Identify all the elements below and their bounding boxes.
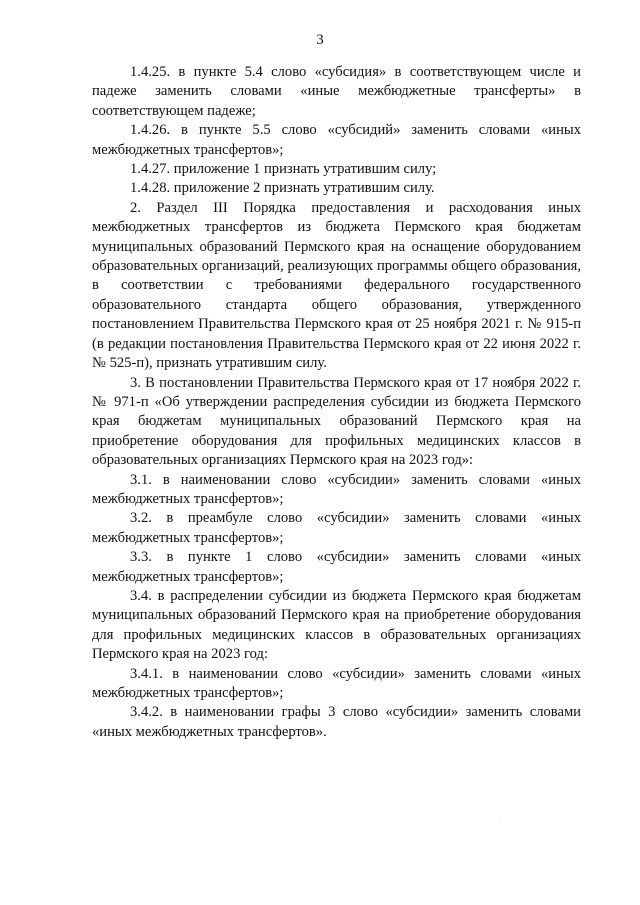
paragraph-3-1: 3.1. в наименовании слово «субсидии» заменить словами «иных межбюджетных трансфертов»; <box>92 471 581 507</box>
paragraph-1-4-25: 1.4.25. в пункте 5.4 слово «субсидия» в соответствующем числе и падеже заменить словами «иные межбюджетные трансферты» в соответствующем падеже; <box>92 64 581 119</box>
paragraph-3-4-1: 3.4.1. в наименовании слово «субсидии» заменить словами «иных межбюджетных трансфертов»; <box>92 665 581 701</box>
paragraph-3-4: 3.4. в распределении субсидии из бюджета Пермского края бюджетам муниципальных образований Пермского края на приобретение оборудования для профильных медицинских классов в образовательных организациях Пермского края на 2023 год: <box>92 587 581 663</box>
paragraph-3-4-2: 3.4.2. в наименовании графы 3 слово «субсидии» заменить словами «иных межбюджетных трансфертов». <box>92 704 581 740</box>
document-body <box>92 63 581 742</box>
page-number: 3 <box>316 32 324 48</box>
scan-speck <box>500 821 501 822</box>
paragraph-2: 2. Раздел III Порядка предоставления и расходования иных межбюджетных трансфертов из бюджета Пермского края бюджетам муниципальных образований Пермского края на оснащение оборудованием образовательных организаций, реализующих программы общего образования, в соответствии с требованиями федерального государственного образовательного стандарта общего образования, утвержденного постановлением Правительства Пермского края от 25 ноября 2021 г. № 915-п (в редакции постановления Правительства Пермского края от 22 июня 2022 г. № 525-п), признать утратившим силу. <box>92 199 581 372</box>
paragraph-1-4-28: 1.4.28. приложение 2 признать утратившим силу. <box>130 180 435 197</box>
paragraph-1-4-27: 1.4.27. приложение 1 признать утратившим силу; <box>130 161 437 178</box>
paragraph-1-4-26: 1.4.26. в пункте 5.5 слово «субсидий» заменить словами «иных межбюджетных трансфертов»; <box>92 122 581 158</box>
paragraph-3-3: 3.3. в пункте 1 слово «субсидии» заменить словами «иных межбюджетных трансфертов»; <box>92 549 581 585</box>
paragraph-3-2: 3.2. в преамбуле слово «субсидии» заменить словами «иных межбюджетных трансфертов»; <box>92 510 581 546</box>
paragraph-3: 3. В постановлении Правительства Пермского края от 17 ноября 2022 г. № 971-п «Об утверждении распределения субсидии из бюджета Пермского края бюджетам муниципальных образований Пермского края на приобретение оборудования для профильных медицинских классов в образовательных организациях Пермского края на 2023 год»: <box>92 374 581 469</box>
